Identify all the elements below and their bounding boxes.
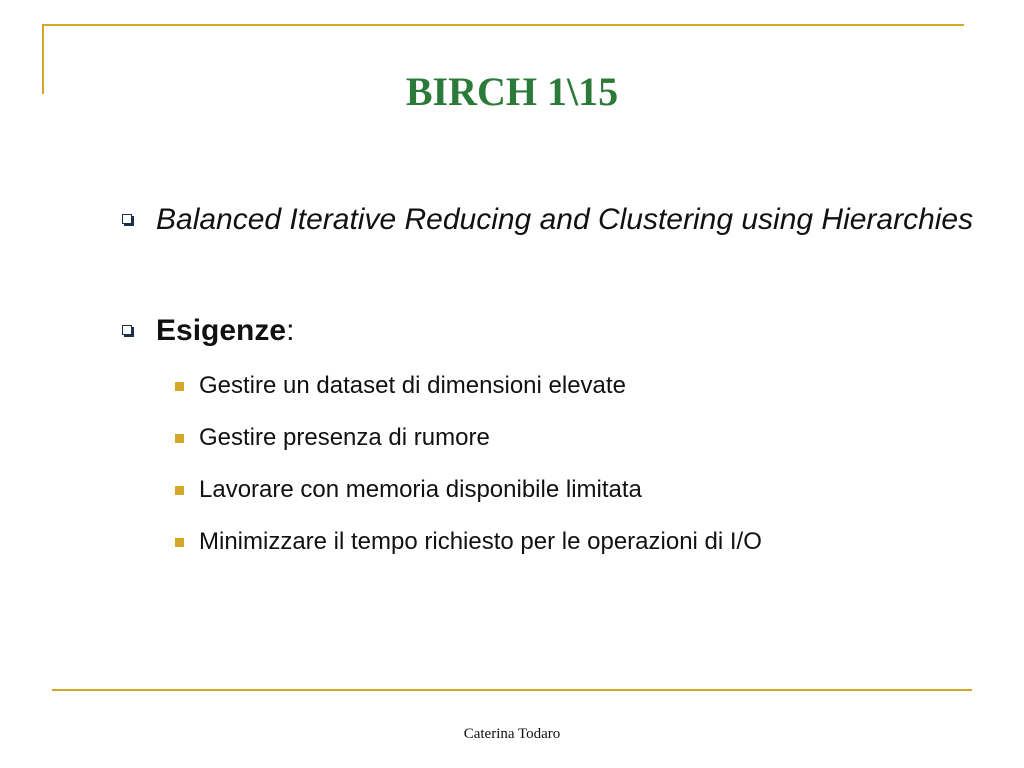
- bullet-heading: Esigenze: [156, 314, 287, 347]
- slide-footer-author: Caterina Todaro: [463, 726, 561, 742]
- filled-square-bullet-icon: [175, 538, 184, 547]
- sub-bullet-dataset: [175, 370, 975, 402]
- sub-bullet-rumore: [175, 422, 975, 454]
- frame-bottom-line: [52, 689, 972, 691]
- sub-bullet-text: Gestire un dataset di dimensioni elevate: [199, 372, 626, 399]
- bullet-text: [156, 309, 982, 353]
- hollow-square-bullet-icon: [122, 325, 132, 335]
- slide-title: BIRCH 1\15: [405, 69, 619, 114]
- bullet-esigenze: [122, 309, 982, 353]
- sub-bullet-memoria: [175, 474, 975, 506]
- bullet-text: Balanced Iterative Reducing and Clustering using Hierarchies: [156, 203, 974, 236]
- filled-square-bullet-icon: [175, 434, 184, 443]
- sub-bullet-text: Gestire presenza di rumore: [199, 424, 490, 451]
- filled-square-bullet-icon: [175, 382, 184, 391]
- sub-bullet-io: [175, 526, 975, 558]
- filled-square-bullet-icon: [175, 486, 184, 495]
- sub-bullet-text: Lavorare con memoria disponibile limitata: [199, 476, 642, 503]
- bullet-birch-definition: [122, 198, 982, 242]
- hollow-square-bullet-icon: [122, 214, 132, 224]
- bullet-heading-colon: :: [286, 314, 295, 347]
- sub-bullet-text: Minimizzare il tempo richiesto per le operazioni di I/O: [199, 528, 762, 555]
